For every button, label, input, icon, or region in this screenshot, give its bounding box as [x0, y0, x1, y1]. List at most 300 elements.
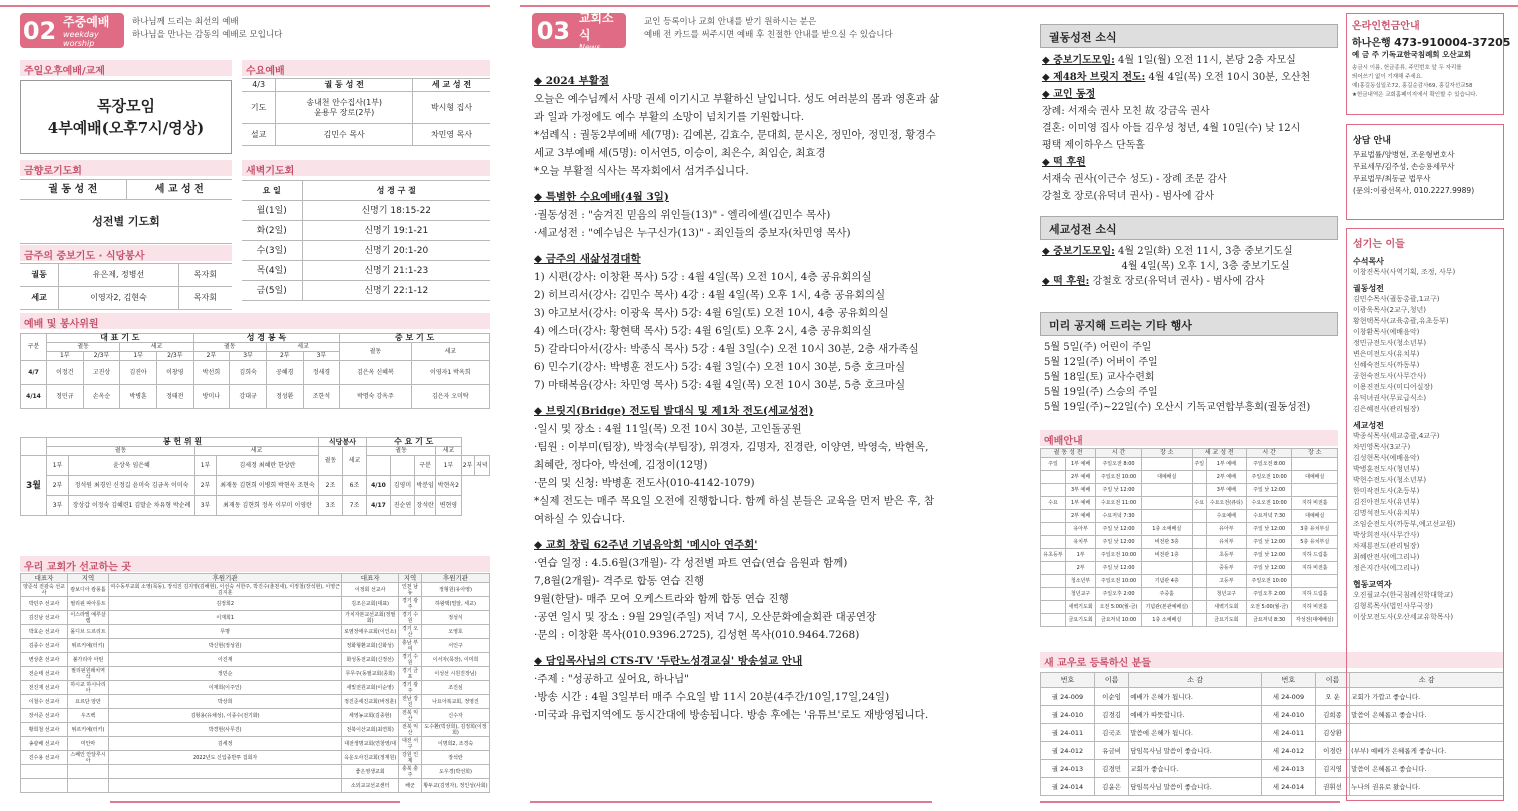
servants-col: 3부 [303, 352, 340, 361]
wg-col: 장 소 [1292, 449, 1338, 458]
servants-name: 공혜경 [266, 361, 303, 385]
wg-cell: 유아부 [1065, 523, 1095, 536]
suyo-col: 구분 [414, 456, 435, 476]
nm-cell: 말씀이 은혜롭고 좋습니다. [1350, 706, 1504, 724]
wg-cell: 주일오후 2:00 [1096, 588, 1142, 601]
servants-name: 이창영 [156, 361, 193, 385]
suyo-name: 김영미 [390, 476, 414, 496]
wg-col: 시 간 [1246, 449, 1292, 458]
news-line: ·방송 시간 : 4월 3일부터 매주 수요일 밤 11시 20분(4주간/10일,17일,24일) [534, 691, 890, 703]
mission-row [21, 709, 490, 723]
header-sub-line2: 하나님을 만나는 감동의 예배로 모입니다 [132, 30, 283, 40]
wg-cell: 2부 예배 [1206, 471, 1246, 484]
staff-line: 김명석전도사(유치부) [1353, 509, 1420, 517]
wg-cell: 비전관 3층 [1141, 536, 1192, 549]
news-line: 9월(한달)- 매주 모여 오케스트라와 함께 합동 연습 진행 [534, 593, 789, 605]
mission-cell: 불가리아 아틴 [68, 653, 109, 667]
mission-cell: 황두교(김영자), 정인성(사회) [421, 779, 489, 793]
mission-row [21, 625, 490, 639]
mission-cell: 전북 익산 [399, 709, 422, 723]
servants-subgroup: 세교 [411, 343, 489, 361]
suyo-name: 박현옥2 [436, 476, 461, 496]
wg-cell: 수요저녁 7:30 [1096, 510, 1142, 523]
nm-cell: 김상환 [1315, 724, 1349, 742]
news-item [1042, 188, 1340, 205]
mission-cell: 진수용 선교사 [21, 751, 68, 765]
wg-cell: 새벽기도회 [1206, 601, 1246, 614]
wg-cell: 비전관 1층 [1141, 549, 1192, 562]
mission-cell: 장석란 [421, 751, 489, 765]
servants-name: 손옥순 [83, 385, 120, 409]
wg-cell [1192, 536, 1206, 549]
dawn-day: 수(3일) [242, 241, 302, 261]
mission-row [21, 583, 490, 597]
mission-cell: 김종수 선교사 [21, 639, 68, 653]
servants-head-row [21, 334, 490, 343]
wg-cell: 수요저녁 7:30 [1246, 510, 1292, 523]
staff-box [1346, 228, 1504, 801]
servants-group: 성 경 봉 독 [193, 334, 340, 343]
staff-line: 김진아전도사(유년부) [1353, 498, 1420, 506]
intercede-row [20, 287, 232, 310]
servants-subgroup: 궐동 [47, 343, 120, 352]
wg-cell: 5층 유치부실 [1292, 536, 1338, 549]
wg-cell: 주일 낮 12:00 [1246, 536, 1292, 549]
wg-cell: 청소년부 [1065, 575, 1095, 588]
servants-table [20, 333, 490, 409]
sik-cell: 3조 [318, 496, 342, 516]
mission-cell: 좋은영생교회 [342, 765, 399, 779]
mission-cell: 필리핀 따아룽트 [68, 597, 109, 611]
wg-row [1041, 484, 1338, 497]
dawn-passage: 신명기 19:1-21 [302, 221, 490, 241]
servants-name: 박명숙 강옥주 [340, 385, 411, 409]
offering-note4: ★헌금내역은 교회홈페이지에서 확인할 수 있습니다. [1352, 92, 1478, 98]
mission-cell: 이재희(이주인) [109, 681, 342, 695]
news-item-text: 4월 1일(월) 오전 11시, 본당 2층 자모실 [1114, 55, 1296, 66]
servants-col: 1부 [47, 352, 84, 361]
servants-gubun: 구분 [21, 334, 47, 361]
bong-names: 최재동 김현희 이병희 박현옥 조현숙 [217, 476, 319, 496]
wg-row [1041, 575, 1338, 588]
nm-cell: (부부) 예배가 은혜롭게 좋습니다. [1350, 742, 1504, 760]
sik-cell [390, 456, 414, 476]
staff-group-title: 수석목사 [1353, 257, 1384, 266]
news-item-text: 4월 4일(목) 오전 10시 30분, 오산천 [1145, 72, 1311, 83]
dawn-day: 금(5일) [242, 281, 302, 301]
page-header-badge-right [532, 11, 626, 52]
suyo-name: 박분임 [414, 476, 435, 496]
news-line: 6) 민수기(강사: 박병훈 전도사) 5강: 4월 3일(수) 오전 10시 30분, 5층 호크마실 [534, 361, 906, 373]
wg-cell [1192, 575, 1206, 588]
gwol-news-body [1042, 52, 1340, 205]
news-line: 오늘은 예수님께서 사망 권세 이기시고 부활하신 날입니다. 성도 여러분의 몸과 영혼과 삶 [534, 93, 940, 105]
mission-cell: 박효순 선교사 [21, 625, 68, 639]
dawn-heading: 새벽기도회 [242, 160, 490, 176]
mission-cell: 정민순 [109, 667, 342, 681]
wg-cell: 대예배실 [1141, 471, 1192, 484]
wg-cell [1141, 484, 1192, 497]
staff-line: 변은미전도사(유치부) [1353, 350, 1420, 358]
wg-cell: 2부 예배 [1065, 510, 1095, 523]
bottom-rule-right-a [530, 801, 932, 803]
wg-cell: 수요오전 11:00 [1096, 497, 1142, 510]
bottom-rule-right-b [1040, 801, 1340, 803]
news-item-head: ◆ 중보기도모임: [1042, 55, 1115, 66]
nm-cell: 궐 24-014 [1041, 778, 1095, 796]
wg-cell: 지하 비전홀 [1292, 562, 1338, 575]
mission-cell: 강원 인제 [399, 751, 422, 765]
news-line: ·일시 및 장소 : 4월 11일(목) 오전 10시 30분, 고인돌공원 [534, 423, 802, 435]
dawn-day: 화(2일) [242, 221, 302, 241]
mission-cell: 김형용(유채성), 이종수(전기화) [109, 709, 342, 723]
wed-prayer-segyo: 박시형 집사 [413, 92, 490, 124]
wed-sermon-gwol: 김민수 목사 [276, 124, 413, 146]
news-line: *섬례식 : 궐동2부예배 세(7명): 김예본, 김효수, 문대희, 문시온, 정민아, 정민정, 황경수 [534, 129, 936, 141]
mission-row [21, 653, 490, 667]
staff-line: 이창환목사(예배음악) [1353, 328, 1420, 336]
mission-row [21, 639, 490, 653]
upcoming-item: 5월 19일(주)~22일(수) 오산시 기독교연합부흥회(궐동성전) [1044, 402, 1311, 413]
wg-row [1041, 588, 1338, 601]
bong-part: 1부 [47, 456, 69, 476]
mission-row [21, 681, 490, 695]
nm-cell: 김경김 [1094, 706, 1128, 724]
wed-prayer-2: 윤용무 장로(2부) [314, 107, 375, 117]
wg-col: 궐 동 성 전 [1041, 449, 1096, 458]
mission-row [21, 751, 490, 765]
dawn-passage: 신명기 20:1-20 [302, 241, 490, 261]
news-line: 과 일과 가정에도 예수 부활의 소망이 넘치기를 기원합니다. [534, 111, 805, 123]
mission-cell: 대전 서구 [399, 737, 422, 751]
mission-cell: 이진재 [109, 653, 342, 667]
news-heading: ◆ 교회 창립 62주년 기념음악회 '메시아 연주회' [534, 539, 758, 551]
bottom-rule [110, 801, 400, 803]
bong-names: 장상갑 이정숙 김혜련1 김말순 차유형 박순례 [69, 496, 195, 516]
dawn-row [242, 201, 490, 221]
mission-cell: 튀르키예(터키) [68, 723, 109, 737]
mission-cell: 대전생명교회(연창영/대 [342, 737, 399, 751]
bong-row [21, 496, 490, 516]
staff-line: 신혜숙전도사(까동부) [1353, 361, 1420, 369]
servants-group: 대 표 기 도 [47, 334, 194, 343]
news-line: ·팀원 : 이부미(팀장), 박정숙(부팀장), 위경자, 김명자, 진경란, 이양연, 박영숙, 박현옥, [534, 441, 929, 453]
servants-name: 강대규 [230, 385, 267, 409]
wg-cell [1192, 588, 1206, 601]
wed-prayer-1: 송내천 안수집사(1부) [306, 97, 383, 107]
offering-committee-heading: 봉 헌 위 원 [47, 438, 319, 447]
news-item-text: 4월 2일(화) 오전 11시, 3층 중보기도실 [1114, 246, 1293, 257]
mission-col: 후원기관 [421, 574, 489, 583]
news-line: 7,8월(2개월)- 격주로 합동 연습 진행 [534, 575, 705, 587]
news-item-text: 강철호 장로(유덕녀 권사) - 범사에 감사 [1042, 191, 1214, 202]
wg-cell [1141, 562, 1192, 575]
mission-cell: 경기 금포 [399, 667, 422, 681]
news-line: 최혜란, 정다아, 박선예, 김정이(12명) [534, 459, 708, 471]
nm-cell: 세 24-010 [1261, 706, 1315, 724]
servants-name: 김은옥 신혜복 [340, 361, 411, 385]
offering-note2: 띄어쓰기 없이 기재해 주세요. [1352, 74, 1423, 80]
mission-cell: 세영농교회(김종현) [342, 709, 399, 723]
wg-head-row [1041, 449, 1338, 458]
mission-cell: 이철수 선교사 [21, 695, 68, 709]
header-sub-right-line2: 예배 전 카드를 써주시면 예배 후 친절한 안내를 받으실 수 있습니다 [644, 30, 893, 40]
staff-line: 박현수전도사(청소년부) [1353, 476, 1427, 484]
intercede-group: 목자회 [178, 264, 232, 287]
wg-cell [1041, 562, 1066, 575]
servants-subgroup: 궐동 [340, 343, 411, 361]
servants-name: 박병훈 [120, 385, 157, 409]
nm-cell: 궐 24-009 [1041, 688, 1095, 706]
dawn-passage: 신명기 21:1-23 [302, 261, 490, 281]
mission-cell: 하시교 하시나리아 [68, 681, 109, 695]
wg-col: 세 교 성 전 [1192, 449, 1246, 458]
suyo-col: 저녁 [474, 456, 489, 476]
servants-sub-row [21, 343, 490, 352]
intercede-site: 세교 [20, 287, 59, 310]
servants-date: 4/14 [21, 385, 47, 409]
upcoming-heading: 미리 공지해 드리는 기타 행사 [1040, 312, 1338, 336]
fri-col1: 궐 동 성 전 [20, 180, 126, 200]
news-item [1042, 69, 1340, 86]
mission-cell: 전북이산교회(최연희) [342, 723, 399, 737]
news-line: 여하실 수 있습니다. [534, 513, 626, 525]
nm-cell: 세 24-009 [1261, 688, 1315, 706]
nm-cell: 권휘선 [1315, 778, 1349, 796]
sunday-pm-heading: 주일오후예배/교제 [20, 60, 232, 76]
mission-cell: 하왕택(밀알, 세교) [421, 597, 489, 611]
news-line: 3) 야고보서(강사: 이광욱 목사) 5강: 4월 6일(토) 오전 10시, 4층 공유회의실 [534, 307, 889, 319]
wg-cell: 3부 예배 [1065, 484, 1095, 497]
mission-row [21, 779, 490, 793]
mission-col: 지역 [68, 574, 109, 583]
wg-cell: 유치부 [1065, 536, 1095, 549]
counsel-heading: 상담 안내 [1353, 136, 1391, 146]
bong-names: 윤상욱 임은혜 [69, 456, 195, 476]
wed-heading: 수요예배 [242, 60, 490, 76]
dawn-row [242, 221, 490, 241]
sunday-pm-line2: 4부예배(오후7시/영상) [47, 119, 205, 137]
wg-cell: 새벽기도회 [1065, 601, 1095, 614]
wg-row [1041, 562, 1338, 575]
mission-cell: 전진재 선교사 [21, 681, 68, 695]
mission-cell: 정형원(유아영) [421, 583, 489, 597]
wed-sermon-label: 설교 [242, 124, 276, 146]
upcoming-item: 5월 19일(주) 스승의 주일 [1044, 387, 1158, 398]
servants-name: 정태전 [156, 385, 193, 409]
wg-cell [1292, 458, 1338, 471]
news-line: ·공연 일시 및 장소 : 9월 29일(주일) 저녁 7시, 오산문화예술회관 대공연장 [534, 611, 877, 623]
upcoming-body [1044, 340, 1342, 415]
wg-cell: 유치부 [1206, 536, 1246, 549]
wg-cell [1292, 575, 1338, 588]
sik-cell: 2조 [318, 476, 342, 496]
wg-cell: 1부 예배 [1065, 497, 1095, 510]
dawn-row [242, 281, 490, 301]
wg-cell [1192, 523, 1206, 536]
wg-cell: 주일 낮 12:00 [1246, 549, 1292, 562]
intercede-names: 유은제, 정병선 [59, 264, 178, 287]
servants-name: 정성환 [266, 385, 303, 409]
bong-names: 정석원 최경인 신정길 윤미숙 김금옥 이미숙 [69, 476, 195, 496]
nm-cell: 궐 24-013 [1041, 760, 1095, 778]
mission-cell: 정성식 [421, 611, 489, 625]
mission-cell: 박민주 선교사 [21, 597, 68, 611]
mission-cell: 박경현(사무진) [109, 723, 342, 737]
mission-cell: 필리핀원례치역삭 [68, 667, 109, 681]
mission-cell [109, 779, 342, 793]
news-item-text: 평택 제이하우스 단독홀 [1042, 140, 1145, 151]
bong-part: 3부 [195, 496, 217, 516]
wg-row [1041, 471, 1338, 484]
header-subtitle-right [644, 16, 893, 42]
wg-cell: 주일 [1041, 458, 1066, 471]
news-line: 1) 시편(강사: 이창환 목사) 5강 : 4월 4일(목) 오전 10시, 4층 공유회의실 [534, 271, 872, 283]
servants2-sub-row [21, 447, 490, 456]
servants-name: 김진아 [120, 361, 157, 385]
news-item-head: ◆ 떡 후원 [1042, 157, 1086, 168]
wg-cell: 1부 예배 [1206, 458, 1246, 471]
mission-cell [68, 779, 109, 793]
news-item [1042, 171, 1340, 188]
wg-cell: 수요예배 [1206, 510, 1246, 523]
servants-col: 2부 [266, 352, 303, 361]
wed-prayer-heading: 수 요 기 도 [366, 438, 461, 447]
nm-cell: 김지영 [1315, 760, 1349, 778]
page-number-right: 03 [534, 15, 573, 46]
mission-cell: 여수동부교회 소영(목동), 장석진 김지영(김해현), 이선숙 서한주, 박진수(춘천새), 이정철(장석현), 이영근 김지훈 [110, 583, 340, 596]
news-item [1042, 86, 1340, 103]
wg-cell: 수요오전(큐티) [1206, 497, 1246, 510]
wg-cell [1292, 484, 1338, 497]
news-item-text: 장례: 서재숙 권사 모친 故 강금옥 권사 [1042, 106, 1210, 117]
sik-cell: 6조 [342, 476, 366, 496]
staff-line: 차민영목사(3교구) [1353, 443, 1411, 451]
suyo-date: 4/17 [366, 496, 390, 516]
intercede-site: 궐동 [20, 264, 59, 287]
mission-cell: 해군 [399, 779, 422, 793]
servants-col: 2/3부 [83, 352, 120, 361]
bong-part: 2부 [47, 476, 69, 496]
wg-cell: 초등부 [1206, 549, 1246, 562]
nm-cell: 말씀에 은혜가 됩니다. [1129, 724, 1262, 742]
nm-cell: 세 24-014 [1261, 778, 1315, 796]
mission-cell: 몰디브 드르리트 [68, 625, 109, 639]
wg-cell [1141, 497, 1192, 510]
dawn-table [242, 180, 490, 301]
wg-cell: 금요저녁 8:30 [1246, 614, 1292, 627]
servants-col: 1부 [120, 352, 157, 361]
section-title-right: 교회소식 [578, 11, 614, 42]
bong-part: 3부 [47, 496, 69, 516]
section-title-en: weekday worship [63, 30, 99, 48]
staff-group-title: 협동교역자 [1353, 580, 1392, 589]
news-line: 5) 갈라디아서(강사: 박종식 목사) 5강 : 4월 3일(수) 오전 10시 30분, 2층 새가족실 [534, 343, 919, 355]
left-page [0, 0, 500, 811]
servants-name: 고진상 [83, 361, 120, 385]
wed-date: 4/3 [242, 79, 276, 92]
staff-line: 이창진목사(사역기획, 조정, 사무) [1353, 268, 1456, 276]
nm-col: 소 감 [1129, 673, 1262, 688]
wg-cell [1041, 510, 1066, 523]
wg-cell [1041, 471, 1066, 484]
mission-cell: 경기 광주 [399, 681, 422, 695]
mission-col: 대표자 [21, 574, 68, 583]
suyo-sub: 세교 [436, 447, 461, 456]
wg-cell: 지하 비전홀 [1292, 601, 1338, 614]
nm-cell: 세 24-013 [1261, 760, 1315, 778]
wg-cell: 주일 낮 12:00 [1096, 562, 1142, 575]
mission-cell: 튀르키예(터키) [68, 639, 109, 653]
nm-cell: 유금비 [1094, 742, 1128, 760]
wg-cell: 지하 드림홀 [1292, 549, 1338, 562]
wg-cell: 고등부 [1206, 575, 1246, 588]
wg-cell: 중등부 [1206, 562, 1246, 575]
wg-row [1041, 458, 1338, 471]
wg-cell: 기념관 4층 [1141, 575, 1192, 588]
wg-cell: 1층 소예배실 [1141, 523, 1192, 536]
offering-account: 473-910004-37205 [1394, 36, 1511, 49]
news-item [1042, 259, 1340, 274]
nm-cell: 예배가 따뜻합니다. [1129, 706, 1262, 724]
nm-cell: 세 24-011 [1261, 724, 1315, 742]
news-item-text: 서재숙 권사(이근수 성도) - 장례 조문 감사 [1042, 174, 1227, 185]
dawn-row [242, 261, 490, 281]
nm-cell: 궐 24-011 [1041, 724, 1095, 742]
wg-cell [1041, 523, 1066, 536]
servants-row [21, 385, 490, 409]
wg-cell: 3층 유치부실 [1292, 523, 1338, 536]
wg-row [1041, 510, 1338, 523]
wg-cell: 금요기도회 [1206, 614, 1246, 627]
news-item [1042, 137, 1340, 154]
wg-cell: 각성전(대예배실) [1292, 614, 1338, 627]
wg-cell: 주일오전 10:00 [1096, 549, 1142, 562]
counsel-line: (문의:이광선목사, 010.2227.9989) [1353, 186, 1475, 195]
news-line: 4) 에스더(강사: 황현택 목사) 5강: 4월 6일(토) 오후 2시, 4층 공유회의실 [534, 325, 872, 337]
sunday-pm-box [20, 80, 232, 154]
servants-heading: 예배 및 봉사위원 [20, 313, 490, 329]
wg-cell: 주일오전 10:00 [1096, 471, 1142, 484]
mission-cell: 인천 남동 [399, 583, 422, 597]
mission-cell: 충북 충주 [399, 765, 422, 779]
wg-cell: 기념관(본관예배실) [1141, 601, 1192, 614]
wg-cell: 오전 5:00(월-금) [1246, 601, 1292, 614]
mission-row [21, 695, 490, 709]
wg-cell [1141, 510, 1192, 523]
servants-table2 [20, 437, 490, 516]
mission-cell: 서인구 [421, 639, 489, 653]
mission-cell: 스페인 안달루시아 [68, 751, 109, 765]
nm-cell: 궐 24-012 [1041, 742, 1095, 760]
news-item-head: ◆ 떡 후원: [1042, 276, 1090, 287]
nm-col: 번호 [1261, 673, 1315, 688]
sik-cell: 7조 [342, 496, 366, 516]
staff-group-title: 궐동성전 [1353, 284, 1384, 293]
wg-cell: 주일오전 8:00 [1096, 458, 1142, 471]
wg-row [1041, 549, 1338, 562]
wg-row [1041, 497, 1338, 510]
news-line: *오늘 부활절 식사는 목자회에서 섬겨주십니다. [534, 165, 749, 177]
nm-col: 번호 [1041, 673, 1095, 688]
suyo-col: 2부 [461, 456, 474, 476]
nm-col: 이름 [1315, 673, 1349, 688]
mission-cell: 소외교교선교센터 [342, 779, 399, 793]
suyo-name: 변현영 [436, 496, 461, 516]
news-line: *실제 전도는 매주 목요일 오전에 진행합니다. 함께 하실 분들은 교육을 먼저 받은 후, 참 [534, 495, 935, 507]
staff-line: 공현숙전도사(사무간사) [1353, 372, 1427, 380]
mission-table [20, 573, 490, 793]
